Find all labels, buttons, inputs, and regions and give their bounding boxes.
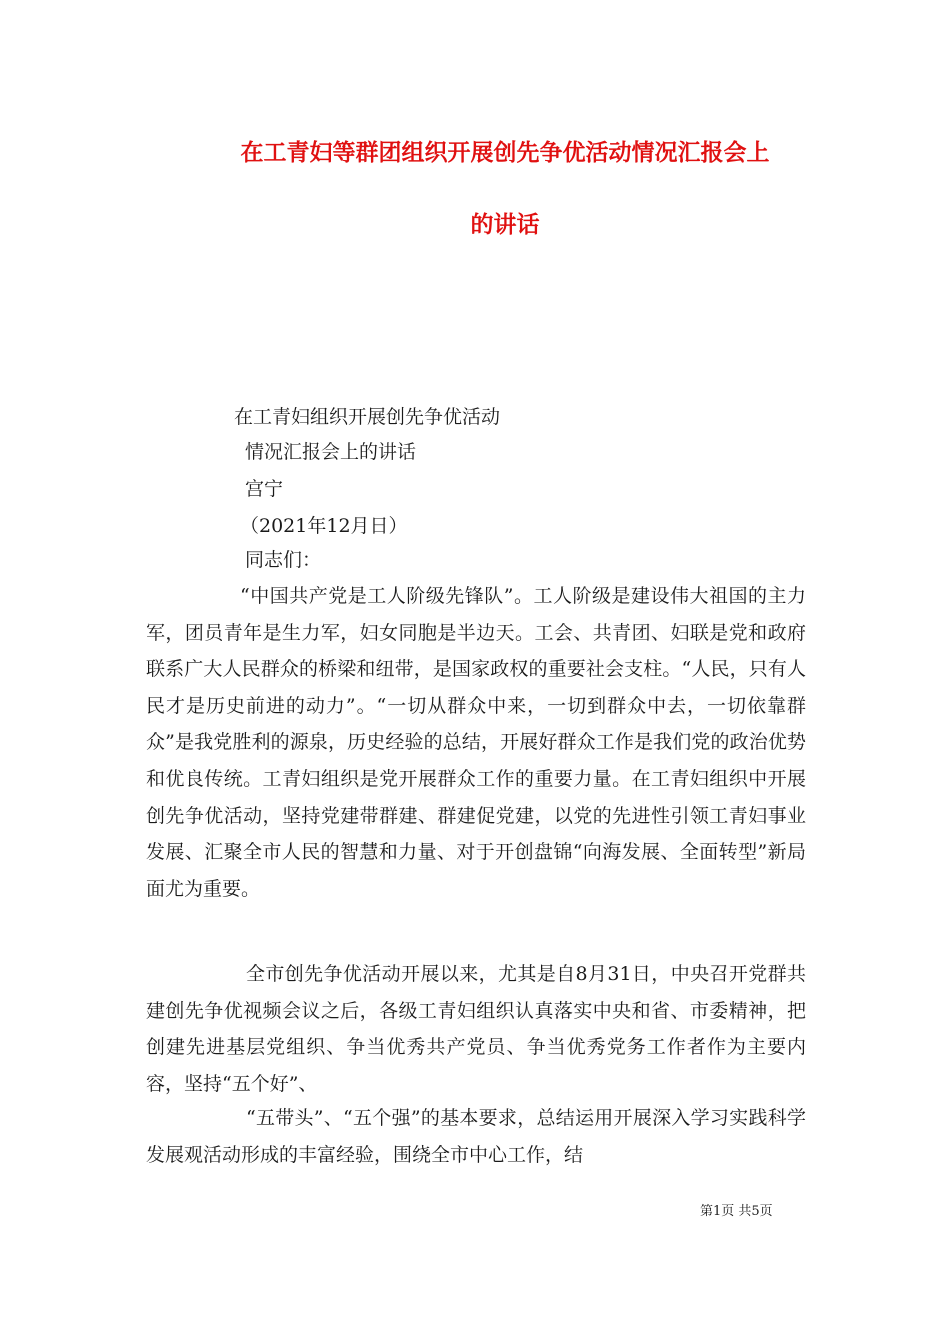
- document-title-line-1: 在工青妇等群团组织开展创先争优活动情况汇报会上: [240, 140, 770, 166]
- document-title-line-2: 的讲话: [470, 212, 540, 238]
- author: 宫宁: [245, 478, 284, 500]
- body-paragraph-2: 全市创先争优活动开展以来，尤其是自8月31日，中央召开党群共建创先争优视频会议之后，各级工青妇组织认真落实中央和省、市委精神，把创建先进基层党组织、争当优秀共产党员、争当优秀党务工作者作为主要内容，坚持“五个好”、: [146, 963, 806, 1095]
- salutation: 同志们：: [245, 549, 322, 571]
- subtitle-line-2: 情况汇报会上的讲话: [245, 441, 417, 463]
- body-paragraph-1: “中国共产党是工人阶级先锋队”。工人阶级是建设伟大祖国的主力军，团员青年是生力军，妇女同胞是半边天。工会、共青团、妇联是党和政府联系广大人民群众的桥梁和纽带，是国家政权的重要社会支柱。“人民，只有人民才是历史前进的动力”。“一切从群众中来，一切到群众中去，一切依靠群众”是我党胜利的源泉，历史经验的总结，开展好群众工作是我们党的政治优势和优良传统。工青妇组织是党开展群众工作的重要力量。在工青妇组织中开展创先争优活动，坚持党建带群建、群建促党建，以党的先进性引领工青妇事业发展、汇聚全市人民的智慧和力量、对于开创盘锦“向海发展、全面转型”新局面尤为重要。: [146, 585, 806, 900]
- page-footer: 第1页 共5页: [700, 1204, 773, 1219]
- speech-date: （2021年12月日）: [240, 515, 408, 537]
- body-paragraph-3: “五带头”、“五个强”的基本要求，总结运用开展深入学习实践科学发展观活动形成的丰富经验，围绕全市中心工作，结: [146, 1107, 806, 1166]
- subtitle-line-1: 在工青妇组织开展创先争优活动: [234, 406, 501, 428]
